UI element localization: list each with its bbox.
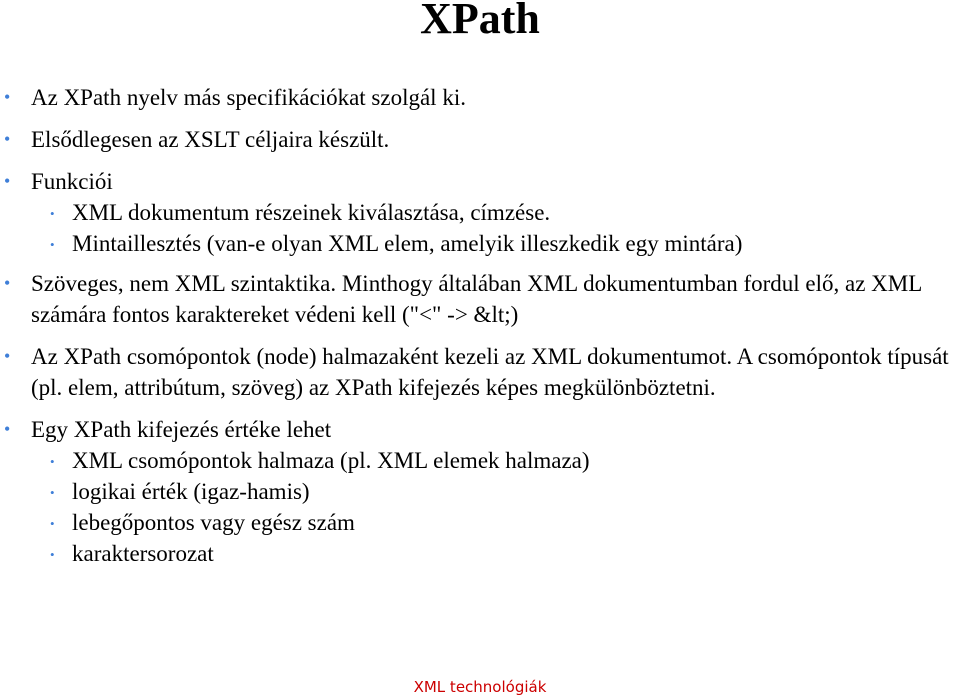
- list-item: [0, 166, 960, 259]
- bullet-list: [0, 82, 960, 580]
- list-item: [0, 82, 960, 113]
- sub-list-item: [0, 538, 960, 569]
- sub-list-item-text: lebegőpontos vagy egész szám: [72, 510, 355, 535]
- bullet-icon: •: [4, 87, 11, 107]
- bullet-icon: •: [50, 454, 55, 469]
- sub-list-item: [0, 197, 960, 228]
- bullet-icon: •: [50, 206, 55, 221]
- bullet-icon: •: [50, 485, 55, 500]
- list-item: [0, 268, 960, 330]
- bullet-icon: •: [4, 273, 11, 293]
- sub-list-item-text: logikai érték (igaz-hamis): [72, 479, 310, 504]
- sub-list: [31, 445, 960, 569]
- sub-list-item-text: karaktersorozat: [72, 541, 214, 566]
- list-item-text: Az XPath nyelv más specifikációkat szolgál ki.: [31, 85, 466, 110]
- sub-list-item: [0, 507, 960, 538]
- list-item-text: Elsődlegesen az XSLT céljaira készült.: [31, 127, 390, 152]
- bullet-icon: •: [4, 346, 11, 366]
- bullet-icon: •: [50, 516, 55, 531]
- list-item-text: Funkciói: [31, 169, 113, 194]
- slide-title: XPath: [420, 0, 540, 43]
- bullet-icon: •: [4, 171, 11, 191]
- list-item-text: Egy XPath kifejezés értéke lehet: [31, 417, 332, 442]
- footer-text: XML technológiák: [413, 678, 547, 696]
- list-item: [0, 124, 960, 155]
- sub-list-item-text: Mintaillesztés (van-e olyan XML elem, amelyik illeszkedik egy mintára): [72, 231, 743, 256]
- sub-list: [31, 197, 960, 259]
- bullet-icon: •: [50, 237, 55, 252]
- list-item: [0, 341, 960, 403]
- sub-list-item: [0, 445, 960, 476]
- bullet-icon: •: [50, 547, 55, 562]
- sub-list-item: [0, 476, 960, 507]
- list-item-text: Szöveges, nem XML szintaktika. Minthogy általában XML dokumentumban fordul elő, az XML számára fontos karaktereket védeni kell ("<" -> &lt;): [31, 271, 922, 327]
- list-item: [0, 414, 960, 569]
- sub-list-item: [0, 228, 960, 259]
- sub-list-item-text: XML dokumentum részeinek kiválasztása, címzése.: [72, 200, 551, 225]
- bullet-icon: •: [4, 129, 11, 149]
- sub-list-item-text: XML csomópontok halmaza (pl. XML elemek halmaza): [72, 448, 590, 473]
- list-item-text: Az XPath csomópontok (node) halmazaként kezeli az XML dokumentumot. A csomópontok típusát (pl. elem, attribútum, szöveg) az XPath kifejezés képes megkülönböztetni.: [31, 344, 949, 400]
- bullet-icon: •: [4, 419, 11, 439]
